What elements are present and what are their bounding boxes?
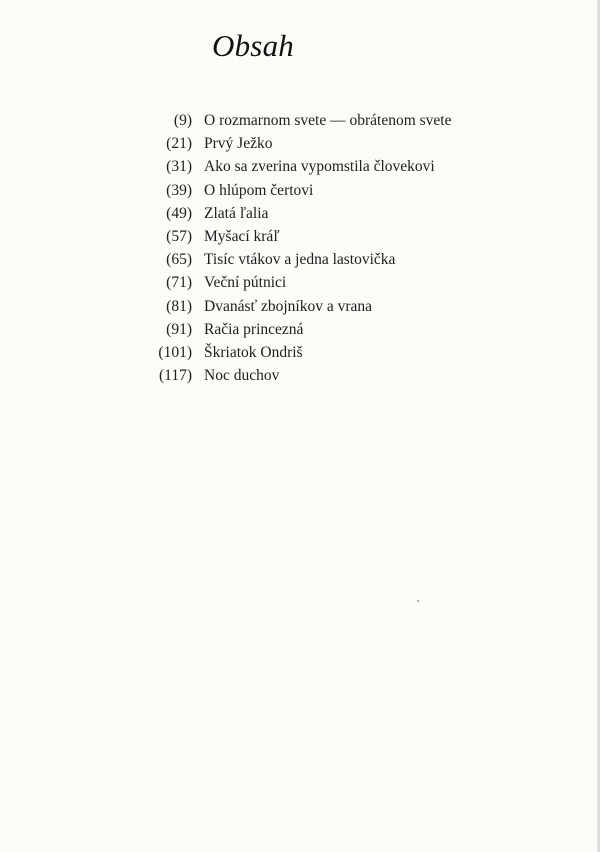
page-title: Obsah <box>212 28 294 63</box>
toc-page-number: (57) <box>166 227 192 245</box>
toc-entry-title: Myšací kráľ <box>204 227 280 245</box>
toc-entry-title: Dvanásť zbojníkov a vrana <box>204 297 373 315</box>
toc-entry-title: Račia princezná <box>204 320 304 338</box>
toc-page-number: (71) <box>166 274 192 292</box>
toc-entry[interactable] <box>120 251 452 274</box>
toc-entry[interactable] <box>120 321 452 344</box>
toc-page-number: (21) <box>166 135 192 153</box>
toc-entry[interactable] <box>120 135 452 158</box>
toc-page-number: (49) <box>166 204 192 222</box>
toc-page-number: (101) <box>158 343 192 361</box>
toc-entry-title: Ako sa zverina vypomstila človekovi <box>204 158 435 176</box>
toc-entry-title: Zlatá ľalia <box>204 204 269 222</box>
toc-page-number: (9) <box>173 112 192 129</box>
toc-entry[interactable] <box>120 228 452 251</box>
paper-speck <box>417 600 419 602</box>
toc-entry[interactable] <box>120 367 452 390</box>
toc-entry-title: Veční pútnici <box>204 274 287 292</box>
table-of-contents <box>120 112 452 390</box>
toc-entry-title: Škriatok Ondriš <box>204 343 303 361</box>
toc-entry[interactable] <box>120 298 452 321</box>
toc-page-number: (31) <box>166 158 192 176</box>
toc-entry[interactable] <box>120 344 452 367</box>
toc-entry-title: O rozmarnom svete — obrátenom svete <box>204 112 452 129</box>
toc-page-number: (91) <box>166 320 192 338</box>
toc-entry-title: Noc duchov <box>204 367 280 385</box>
toc-page-number: (81) <box>166 297 192 315</box>
toc-page-number: (39) <box>166 181 192 199</box>
toc-entry-title: Prvý Ježko <box>204 135 273 153</box>
toc-entry[interactable] <box>120 205 452 228</box>
toc-page-number: (117) <box>159 367 192 385</box>
toc-entry[interactable] <box>120 274 452 297</box>
toc-entry[interactable] <box>120 182 452 205</box>
toc-entry-title: O hlúpom čertovi <box>204 181 314 199</box>
toc-entry-title: Tisíc vtákov a jedna lastovička <box>204 251 396 269</box>
toc-entry[interactable] <box>120 112 452 135</box>
toc-entry[interactable] <box>120 158 452 181</box>
toc-page-number: (65) <box>166 251 192 269</box>
